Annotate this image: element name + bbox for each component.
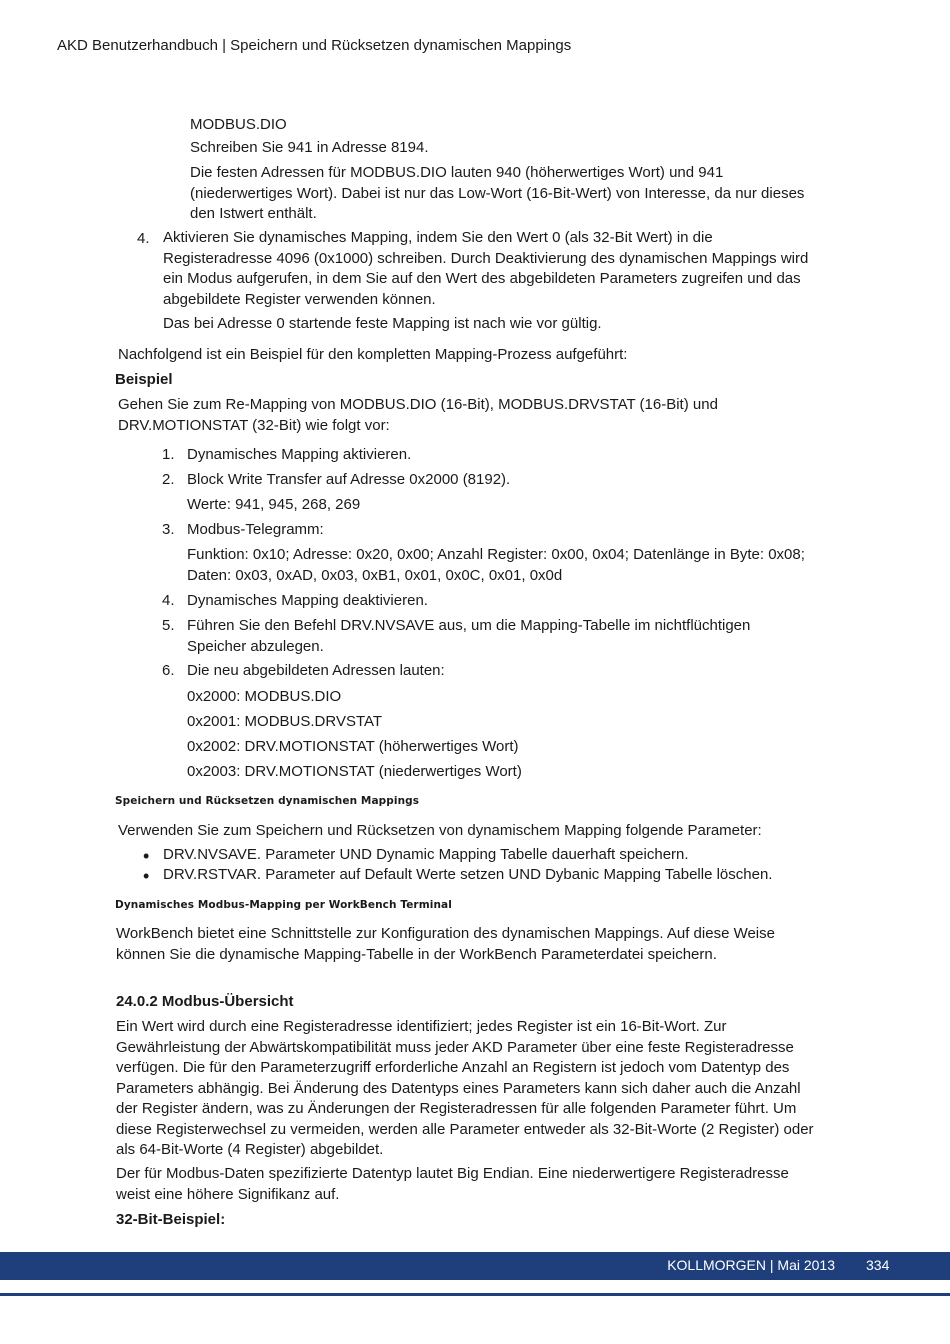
bullet-dot: •	[143, 846, 150, 866]
step4-number: 4.	[137, 230, 150, 247]
overview-heading: 24.0.2 Modbus-Übersicht	[116, 993, 294, 1010]
step-number: 1.	[162, 446, 175, 463]
footer-bar	[0, 1252, 950, 1280]
step3-para: Die festen Adressen für MODBUS.DIO lauten 940 (höherwertiges Wort) und 941 (niederwertiges Wort). Dabei ist nur das Low-Wort (16-Bit-Wert) von Interesse, da nur dieses den Istwert enthält.	[190, 164, 805, 222]
step-number: 6.	[162, 662, 175, 679]
workbench-section-heading: Dynamisches Modbus-Mapping per WorkBench Terminal	[115, 899, 452, 911]
example-32bit-heading: 32-Bit-Beispiel:	[116, 1211, 226, 1228]
intro-text: Nachfolgend ist ein Beispiel für den kompletten Mapping-Prozess aufgeführt:	[118, 346, 628, 363]
overview-paragraph: Der für Modbus-Daten spezifizierte Datentyp lautet Big Endian. Eine niederwertigere Registeradresse weist eine höhere Signifikanz auf.	[116, 1165, 789, 1203]
address-item: 0x2002: DRV.MOTIONSTAT (höherwertiges Wort)	[187, 738, 519, 755]
step-text: Führen Sie den Befehl DRV.NVSAVE aus, um die Mapping-Tabelle im nichtflüchtigen Speicher abzulegen.	[187, 617, 751, 655]
step-number: 5.	[162, 617, 175, 634]
example-text: Gehen Sie zum Re-Mapping von MODBUS.DIO (16-Bit), MODBUS.DRVSTAT (16-Bit) und DRV.MOTIONSTAT (32-Bit) wie folgt vor:	[118, 396, 718, 434]
step-number: 2.	[162, 471, 175, 488]
step-number: 3.	[162, 521, 175, 538]
step3-title: MODBUS.DIO	[190, 116, 287, 133]
step4-note: Das bei Adresse 0 startende feste Mapping ist nach wie vor gültig.	[163, 315, 602, 332]
page-header: AKD Benutzerhandbuch | Speichern und Rücksetzen dynamischen Mappings	[57, 37, 572, 54]
workbench-section-text: WorkBench bietet eine Schnittstelle zur Konfiguration des dynamischen Mappings. Auf diese Weise können Sie die dynamische Mapping-Tabelle in der WorkBench Parameterdatei speichern.	[116, 925, 775, 963]
footer-rule	[0, 1293, 950, 1296]
address-item: 0x2003: DRV.MOTIONSTAT (niederwertiges Wort)	[187, 763, 522, 780]
save-section-text: Verwenden Sie zum Speichern und Rücksetzen von dynamischem Mapping folgende Parameter:	[118, 822, 762, 839]
step-text: Die neu abgebildeten Adressen lauten:	[187, 662, 445, 679]
address-item: 0x2001: MODBUS.DRVSTAT	[187, 713, 383, 730]
step-text: Dynamisches Mapping deaktivieren.	[187, 592, 428, 609]
example-title: Beispiel	[115, 371, 173, 388]
page-number: 334	[866, 1257, 890, 1273]
address-item: 0x2000: MODBUS.DIO	[187, 688, 342, 705]
step-number: 4.	[162, 592, 175, 609]
bullet-item: DRV.RSTVAR. Parameter auf Default Werte setzen UND Dybanic Mapping Tabelle löschen.	[163, 866, 773, 883]
bullet-item: DRV.NVSAVE. Parameter UND Dynamic Mapping Tabelle dauerhaft speichern.	[163, 846, 689, 863]
step-text: Block Write Transfer auf Adresse 0x2000 (8192).	[187, 471, 511, 488]
step-text: Modbus-Telegramm:	[187, 521, 324, 538]
overview-paragraph: Ein Wert wird durch eine Registeradresse identifiziert; jedes Register ist ein 16-Bit-Wort. Zur Gewährleistung der Abwärtskompatibilität muss jeder AKD Parameter über eine feste Registeradresse verfügen. Die für den Parameterzugriff erforderliche Anzahl an Registern ist jedoch vom Datentyp des Parameters abhängig. Bei Änderung des Datentyps eines Parameters kann sich daher auch die Anzahl der Register ändern, was zu Änderungen der Registeradressen für alle folgenden Parameter führt. Um diese Registerwechsel zu vermeiden, werden alle Parameter entweder als 32-Bit-Worte (2 Register) oder als 64-Bit-Worte (4 Register) abgebildet.	[116, 1018, 814, 1158]
step-text: Dynamisches Mapping aktivieren.	[187, 446, 412, 463]
step3-line: Schreiben Sie 941 in Adresse 8194.	[190, 139, 429, 156]
step-sub: Funktion: 0x10; Adresse: 0x20, 0x00; Anzahl Register: 0x00, 0x04; Datenlänge in Byte: 0x08; Daten: 0x03, 0xAD, 0x03, 0xB1, 0x01, 0x0C, 0x01, 0x0d	[187, 546, 805, 584]
bullet-dot: •	[143, 866, 150, 886]
step-sub: Werte: 941, 945, 268, 269	[187, 496, 361, 513]
save-section-heading: Speichern und Rücksetzen dynamischen Mappings	[115, 795, 420, 807]
step4-text: Aktivieren Sie dynamisches Mapping, indem Sie den Wert 0 (als 32-Bit Wert) in die Registeradresse 4096 (0x1000) schreiben. Durch Deaktivierung des dynamischen Mappings wird ein Modus aufgerufen, in dem Sie auf den Wert des abgebildeten Parameters zugreifen und das abgebildete Register verwenden können.	[163, 229, 809, 308]
footer-brand: KOLLMORGEN | Mai 2013	[667, 1257, 835, 1273]
